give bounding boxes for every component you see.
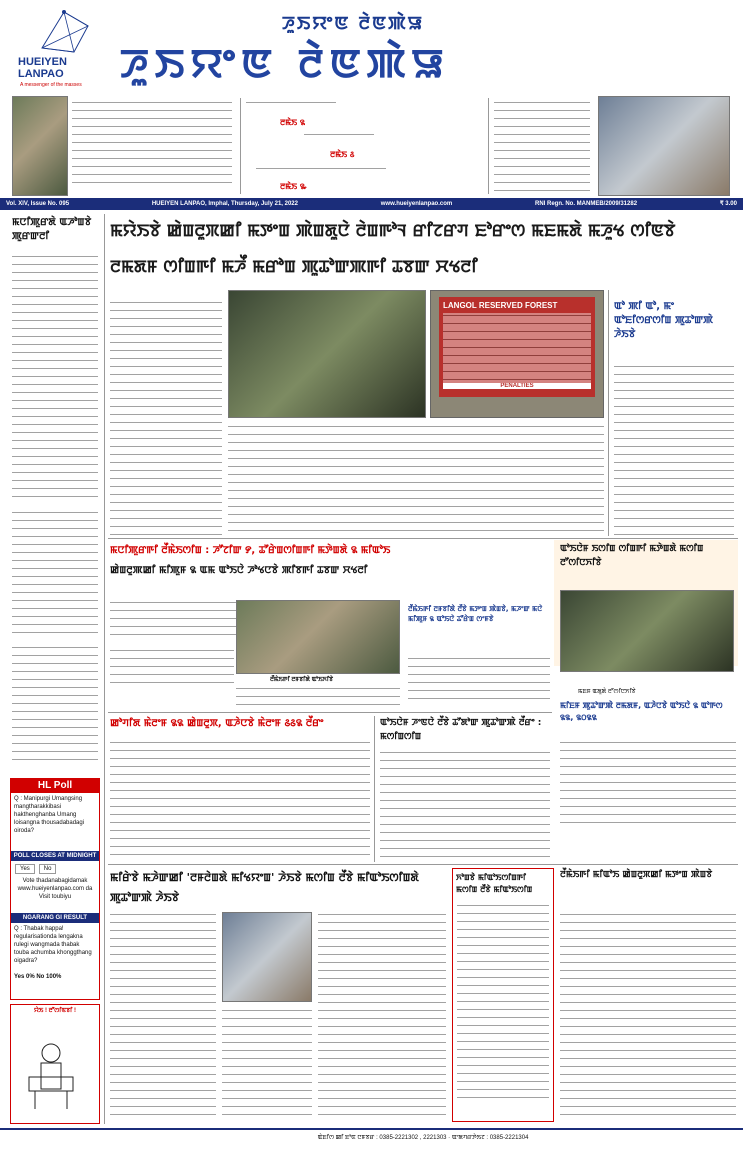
masthead-title: ꯍꯨꯏꯌꯦꯟ ꯂꯥꯟꯄꯥꯎ <box>120 40 450 87</box>
result-question: Q : Thabak happa! regularisationda lengakna rulegi wangmada thabak touba achumba khonggthang oigadra? <box>14 926 92 964</box>
footer-contacts: ꯑꯥꯐꯤꯁ ꯀꯤ ꯐꯣꯟ ꯅꯝꯕꯔ : 0385-2221302 , 2221303 · ꯑꯦꯗꯚꯔꯇꯥꯏꯖ : 0385-2221304 <box>317 1135 529 1141</box>
bottom-lead-body-3 <box>318 912 446 1122</box>
bottom-lead-body-2 <box>222 1008 312 1122</box>
mid-photo <box>236 600 400 674</box>
mid-body-right <box>408 656 550 706</box>
cartoon-title: ꯌꯥꯏ ! ꯂꯧꯁꯤꯟꯕꯤ ! <box>33 1008 77 1014</box>
bottom-right-body <box>560 912 736 1122</box>
teaser-3-title <box>256 166 386 174</box>
volume-label: Vol. XIV, Issue No. 095 <box>6 201 70 207</box>
price-label: ₹ 3.00 <box>719 201 737 207</box>
lead-photo-forest <box>228 290 426 418</box>
mid-right-body <box>380 750 550 860</box>
hl-poll-question: Q : Manipurgi Umangsing mangtharakkibasi hakthenghanba Umang loisangna thousadabadagi oiroda? <box>14 796 85 834</box>
poll-yes-option[interactable]: Yes <box>15 864 35 874</box>
mid-body-under-photo <box>236 686 400 706</box>
right-col-body <box>614 364 734 536</box>
right-story-body <box>560 740 736 830</box>
signboard-footer: PENALTIES <box>443 383 591 389</box>
covid-body <box>110 740 370 860</box>
teaser-2-title <box>304 132 374 140</box>
teaser-1-title <box>246 100 336 108</box>
bottom-lead-photo <box>222 912 312 1002</box>
teaser-text-right <box>494 100 590 192</box>
right-story-subheadline: ꯃꯤꯐꯝ ꯄꯨꯊꯣꯛꯄꯥ ꯂꯃꯗꯝ, ꯑꯍꯥꯅꯕꯥ ꯑꯣꯏꯅꯥ ꯲ ꯑꯣꯒꯁ ꯲꯲, ꯲꯰꯲꯲ <box>560 701 723 722</box>
left-story-body <box>12 254 98 504</box>
edition-label: HUEIYEN LANPAO, Imphal, Thursday, July 21, 2022 <box>151 201 298 207</box>
teaser-text-left <box>72 100 232 188</box>
website-label: www.hueiyenlanpao.com <box>380 201 453 207</box>
teaser-2-page: ꯂꯃꯥꯏ ꯴ <box>330 150 355 159</box>
left-story-3 <box>12 645 98 765</box>
mid-headline-1: ꯃꯅꯤꯄꯨꯔꯒꯤ ꯂꯩꯃꯥꯏꯁꯤꯡ : ꯍꯧꯖꯤꯛ ꯸, ꯊꯧꯔꯥꯡꯁꯤꯡꯒꯤ ꯃꯇꯥꯡꯗꯥ ꯲ ꯃꯤꯑꯣꯏ <box>110 545 391 556</box>
right-col-headline: ꯑꯣ ꯄꯤ ꯑꯣ, ꯃꯦ ꯑꯣꯐꯤꯁꯔꯁꯤꯡ ꯄꯨꯊꯣꯛꯄꯥ ꯍꯥꯏꯕꯥ <box>614 301 713 340</box>
mid-subhead: ꯂꯩꯃꯥꯏꯒꯤ ꯂꯝꯕꯤꯗꯥ ꯂꯩꯕꯥ ꯃꯇꯦꯡ ꯄꯥꯡꯕꯥ, ꯃꯍꯦꯛ ꯃꯅꯥ ꯃꯤꯄꯨꯝ ꯲ ꯑꯣꯏꯅꯥ ꯊꯧꯔꯥꯡ ꯁꯦꯝꯕꯥ <box>408 605 543 623</box>
cartoon-box <box>10 1004 100 1124</box>
logo-tagline: A messenger of the masses <box>20 82 82 88</box>
lead-headline-1: ꯃꯌꯥꯏꯕꯥ ꯀꯥꯡꯂꯨꯞꯀꯤ ꯃꯇꯦꯡ ꯄꯥꯡꯗꯨꯅꯥ ꯂꯥꯡꯒꯣꯜ ꯔꯤꯖꯔꯚ ꯐꯣꯔꯦꯁ ꯃꯐꯃꯗꯥ ꯃꯍꯨꯠ ꯁꯤꯟꯕꯥ <box>110 221 676 241</box>
vote-instructions: Vote thadanabagidamak www.hueiyenlanpao.com da Visit toubiyu <box>17 878 93 900</box>
poll-no-option[interactable]: No <box>39 864 57 874</box>
bottom-lead-body-1 <box>110 912 216 1122</box>
poll-closes: POLL CLOSES AT MIDNIGHT <box>11 851 99 861</box>
signboard-title: LANGOL RESERVED FOREST <box>443 301 558 310</box>
lead-body-cols <box>228 424 604 532</box>
mid-right-headline: ꯑꯣꯏꯅꯥꯝ ꯍꯦꯟꯅꯥ ꯂꯩꯕꯥ ꯊꯧꯗꯣꯛ ꯄꯨꯊꯣꯛꯄꯥ ꯂꯩꯔꯦ : ꯃꯁꯤꯡꯁꯤꯡ <box>380 718 542 742</box>
result-title: NGARANG GI RESULT <box>11 913 99 923</box>
result-values: Yes 0% No 100% <box>14 974 62 980</box>
rni-label: RNI Regn. No. MANMEB/2009/31282 <box>535 201 638 207</box>
mid-body-left <box>110 648 234 690</box>
right-story-photo <box>560 590 734 672</box>
right-story-headline: ꯑꯣꯏꯅꯥꯝ ꯏꯁꯤꯡ ꯁꯤꯡꯒꯤ ꯃꯇꯥꯡꯗꯥ ꯃꯁꯤꯡ ꯂꯧꯁꯤꯅꯈꯤꯕꯥ <box>560 544 704 568</box>
info-bar <box>0 198 743 210</box>
bottom-lead-headline: ꯃꯤꯔꯥꯕꯥ ꯃꯍꯥꯛꯀꯤ 'ꯂꯝꯂꯥꯡꯗꯥ ꯃꯤꯠꯌꯦꯡ' ꯍꯥꯏꯕꯥ ꯃꯁꯤꯡ ꯂꯩꯕꯥ ꯃꯤꯑꯣꯏꯁꯤꯡꯗꯥ ꯄꯨꯊꯣꯛꯄꯥ ꯍꯥꯏꯕꯥ <box>110 871 419 904</box>
logo-icon <box>34 8 94 54</box>
covid-headline: ꯀꯣꯚꯤꯗ ꯃꯥꯂꯦꯝ ꯲꯲ ꯀꯥꯡꯂꯨꯞ, ꯑꯍꯥꯅꯕꯥ ꯃꯥꯂꯦꯝ ꯴꯴꯲ ꯂꯩꯔꯦ <box>110 718 324 729</box>
hl-poll-box <box>10 778 100 1000</box>
teaser-photo-left <box>12 96 68 196</box>
teaser-photo-right <box>598 96 730 196</box>
lead-headline-2: ꯂꯃꯗꯝ ꯁꯤꯡꯒꯤ ꯃꯍꯩ ꯃꯔꯣꯡ ꯄꯨꯊꯣꯛꯄꯒꯤ ꯊꯕꯛ ꯆꯠꯂꯤ <box>110 257 478 277</box>
left-headline: ꯃꯅꯤꯄꯨꯔꯗꯥ ꯑꯍꯣꯡꯕꯥ ꯄꯨꯔꯛꯂꯤ <box>12 217 92 242</box>
hl-poll-title: HL Poll <box>11 779 99 793</box>
mid-headline-2: ꯀꯥꯡꯂꯨꯄꯀꯤ ꯃꯤꯄꯨꯝ ꯲ ꯑꯃ ꯑꯣꯏꯅꯥ ꯍꯣꯠꯅꯕꯥ ꯄꯤꯕꯒꯤ ꯊꯕꯛ ꯆꯠꯂꯤ <box>110 565 368 576</box>
mid-photo-caption: ꯂꯩꯃꯥꯏꯒꯤ ꯂꯝꯕꯤꯗꯥ ꯑꯣꯏꯈꯤꯕꯥ <box>270 677 334 683</box>
lead-photo-signboard <box>430 290 604 418</box>
cartoon-drawing <box>11 1017 97 1115</box>
masthead-small: ꯍꯨꯏꯌꯦꯟ ꯂꯥꯟꯄꯥꯎ <box>282 13 425 34</box>
bottom-box-story <box>452 868 554 1122</box>
logo-wordmark: HUEIYEN LANPAO <box>18 56 67 80</box>
bottom-box-headline: ꯈꯣꯡꯕꯥ ꯃꯤꯑꯣꯏꯁꯤꯡꯒꯤ ꯃꯁꯤꯡ ꯂꯩꯕꯥ ꯃꯤꯑꯣꯏꯁꯤꯡ <box>456 873 533 894</box>
bottom-right-headline: ꯂꯩꯃꯥꯏꯒꯤ ꯃꯤꯑꯣꯏ ꯀꯥꯡꯂꯨꯞꯀꯤ ꯃꯇꯦꯡ ꯄꯥꯡꯕꯥ <box>560 870 713 880</box>
lead-body-col-1 <box>110 300 222 536</box>
left-story-2 <box>12 510 98 640</box>
teaser-3-page: ꯂꯃꯥꯏ ꯳ <box>280 182 307 191</box>
right-story-caption: ꯃꯐꯝ ꯑꯗꯨꯗꯥ ꯂꯧꯁꯤꯅꯈꯤꯕꯥ <box>578 689 636 695</box>
teaser-1-page: ꯂꯃꯥꯏ ꯲ <box>280 118 306 127</box>
